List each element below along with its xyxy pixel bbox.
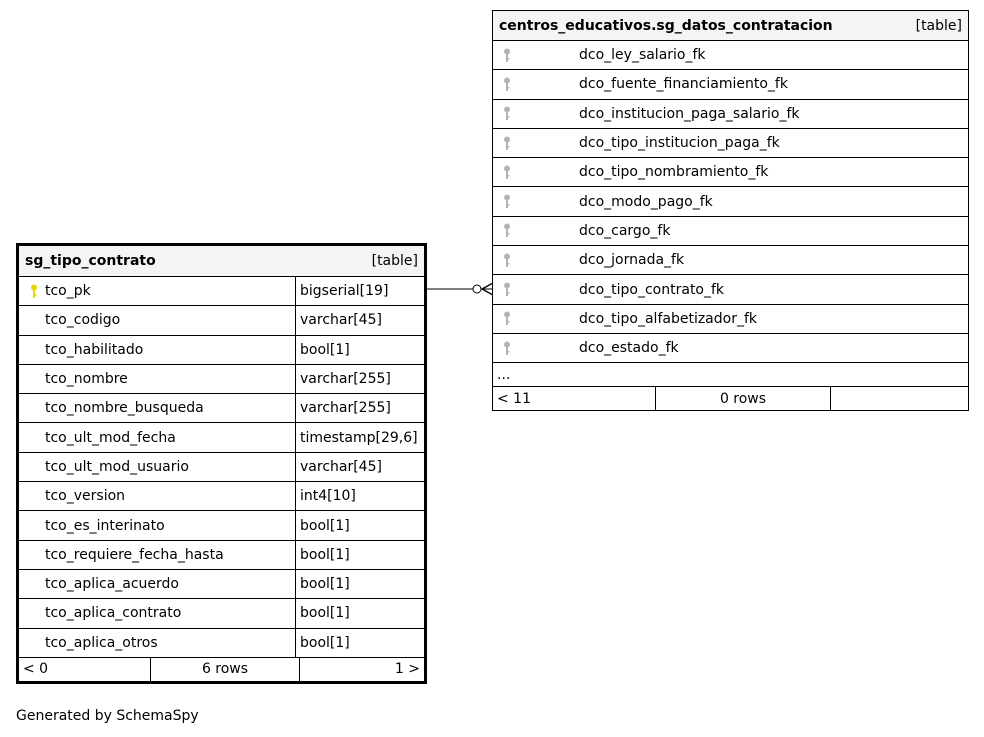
column-name: tco_aplica_contrato: [45, 605, 182, 622]
column-name: dco_estado_fk: [579, 340, 679, 357]
crowfoot-mark: [482, 283, 493, 289]
footer-left: < 0: [19, 658, 151, 681]
column-name: tco_habilitado: [45, 341, 144, 358]
column-type: varchar[45]: [300, 312, 382, 329]
column-name: tco_es_interinato: [45, 517, 165, 534]
column-name: dco_tipo_contrato_fk: [579, 281, 725, 298]
column-name: tco_aplica_otros: [45, 634, 158, 651]
table-title: sg_tipo_contrato: [25, 253, 156, 269]
ellipsis-row: ...: [493, 363, 968, 387]
column-name: dco_tipo_nombramiento_fk: [579, 164, 769, 181]
footer-right: 1 >: [394, 661, 420, 678]
column-name: dco_institucion_paga_salario_fk: [579, 105, 800, 122]
column-name: tco_nombre_busqueda: [45, 400, 204, 417]
column-name: tco_pk: [45, 283, 91, 300]
column-type: bool[1]: [300, 605, 350, 622]
column-type: bool[1]: [300, 546, 350, 563]
column-type: timestamp[29,6]: [300, 429, 418, 446]
column-type: varchar[45]: [300, 458, 382, 475]
table-kind: [table]: [915, 17, 962, 34]
footer-center: 0 rows: [656, 387, 831, 410]
column-name: dco_cargo_fk: [579, 222, 671, 239]
column-name: tco_ult_mod_usuario: [45, 458, 189, 475]
column-name: tco_nombre: [45, 371, 128, 388]
column-name: dco_fuente_financiamiento_fk: [579, 76, 788, 93]
column-name: dco_jornada_fk: [579, 252, 685, 269]
table-title: centros_educativos.sg_datos_contratacion: [499, 17, 833, 34]
column-name: dco_tipo_alfabetizador_fk: [579, 310, 758, 327]
column-type: varchar[255]: [300, 400, 391, 417]
table-kind: [table]: [371, 253, 418, 269]
column-name: tco_requiere_fecha_hasta: [45, 546, 224, 563]
footer-center: 6 rows: [151, 658, 300, 681]
column-type: bool[1]: [300, 341, 350, 358]
column-name: tco_version: [45, 488, 126, 505]
column-name: dco_tipo_institucion_paga_fk: [579, 135, 780, 152]
column-type: bool[1]: [300, 634, 350, 651]
generated-by-text: Generated by SchemaSpy: [16, 708, 199, 724]
column-name: dco_modo_pago_fk: [579, 193, 713, 210]
column-type: bigserial[19]: [300, 283, 389, 300]
column-type: int4[10]: [300, 488, 356, 505]
footer-left: < 11: [493, 387, 656, 410]
column-type: bool[1]: [300, 576, 350, 593]
column-type: bool[1]: [300, 517, 350, 534]
zero-cardinality-mark: [473, 285, 481, 293]
column-name: dco_ley_salario_fk: [579, 47, 706, 64]
column-type: varchar[255]: [300, 371, 391, 388]
column-name: tco_ult_mod_fecha: [45, 429, 176, 446]
column-name: tco_aplica_acuerdo: [45, 576, 179, 593]
column-name: tco_codigo: [45, 312, 121, 329]
